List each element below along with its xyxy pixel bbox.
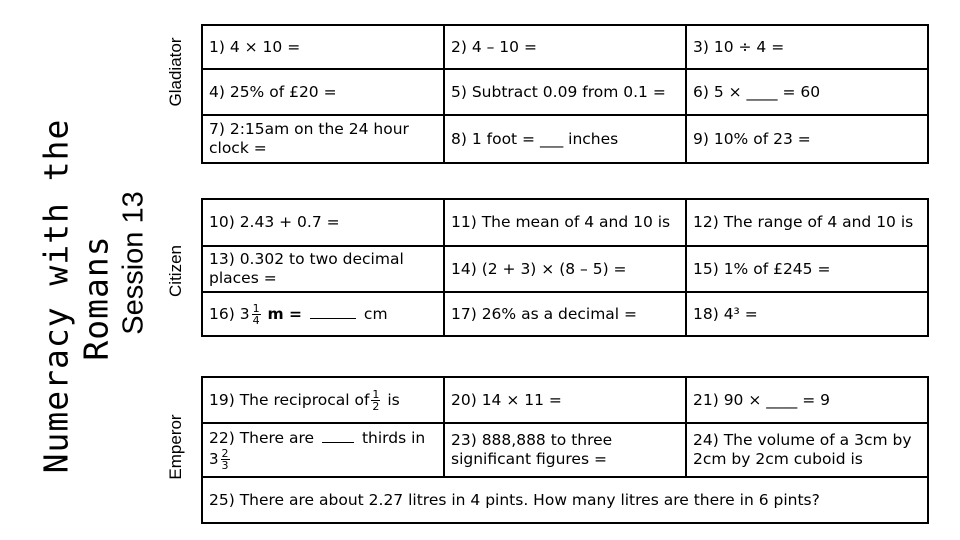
question-6: 6) 5 × ____ = 60 [686,69,928,115]
question-22-text-b: thirds in [361,429,426,448]
gladiator-question-grid [201,24,929,164]
question-13: 13) 0.302 to two decimal places = [202,246,444,292]
question-9: 9) 10% of 23 = [686,115,928,163]
question-10: 10) 2.43 + 0.7 = [202,199,444,246]
question-22 [202,423,444,477]
question-22-whole: 3 [209,449,219,468]
question-7: 7) 2:15am on the 24 hour clock = [202,115,444,163]
question-16-mid: m = [267,304,303,323]
question-4: 4) 25% of £20 = [202,69,444,115]
question-16-prefix: 16) 3 [209,304,250,323]
session-label: Session 13 [117,191,150,335]
question-14: 14) (2 + 3) × (8 – 5) = [444,246,686,292]
emperor-question-grid [201,376,929,524]
fraction-numerator: 1 [372,387,380,401]
question-16-fraction [252,303,261,326]
question-17: 17) 26% as a decimal = [444,292,686,336]
question-25: 25) There are about 2.27 litres in 4 pints. How many litres are there in 6 pints? [202,477,928,523]
answer-blank [310,306,356,319]
question-16 [202,292,444,336]
fraction-numerator: 2 [221,446,229,460]
question-12: 12) The range of 4 and 10 is [686,199,928,246]
question-19-prefix: 19) The reciprocal of [209,390,370,409]
question-3: 3) 10 ÷ 4 = [686,25,928,69]
question-19 [202,377,444,423]
title-line-1: Numeracy with the [36,118,76,474]
question-21: 21) 90 × ____ = 9 [686,377,928,423]
question-1: 1) 4 × 10 = [202,25,444,69]
question-18: 18) 4³ = [686,292,928,336]
section-label-emperor: Emperor [166,414,185,480]
answer-blank [322,430,354,443]
question-22-fraction [221,448,230,471]
fraction-denominator: 4 [252,313,260,327]
question-11: 11) The mean of 4 and 10 is [444,199,686,246]
fraction-denominator: 3 [221,458,229,472]
question-2: 2) 4 – 10 = [444,25,686,69]
question-5: 5) Subtract 0.09 from 0.1 = [444,69,686,115]
question-19-suffix: is [387,390,400,409]
question-24: 24) The volume of a 3cm by 2cm by 2cm cuboid is [686,423,928,477]
section-label-gladiator: Gladiator [166,37,185,107]
section-label-citizen: Citizen [166,245,185,297]
fraction-numerator: 1 [252,301,260,315]
citizen-question-grid [201,198,929,337]
question-19-fraction [371,389,380,412]
title-line-2: Romans [76,235,116,361]
question-23: 23) 888,888 to three significant figures = [444,423,686,477]
question-8: 8) 1 foot = ___ inches [444,115,686,163]
question-16-unit: cm [363,304,388,323]
question-20: 20) 14 × 11 = [444,377,686,423]
question-15: 15) 1% of £245 = [686,246,928,292]
question-22-text-a: 22) There are [209,429,315,448]
fraction-denominator: 2 [372,399,380,413]
